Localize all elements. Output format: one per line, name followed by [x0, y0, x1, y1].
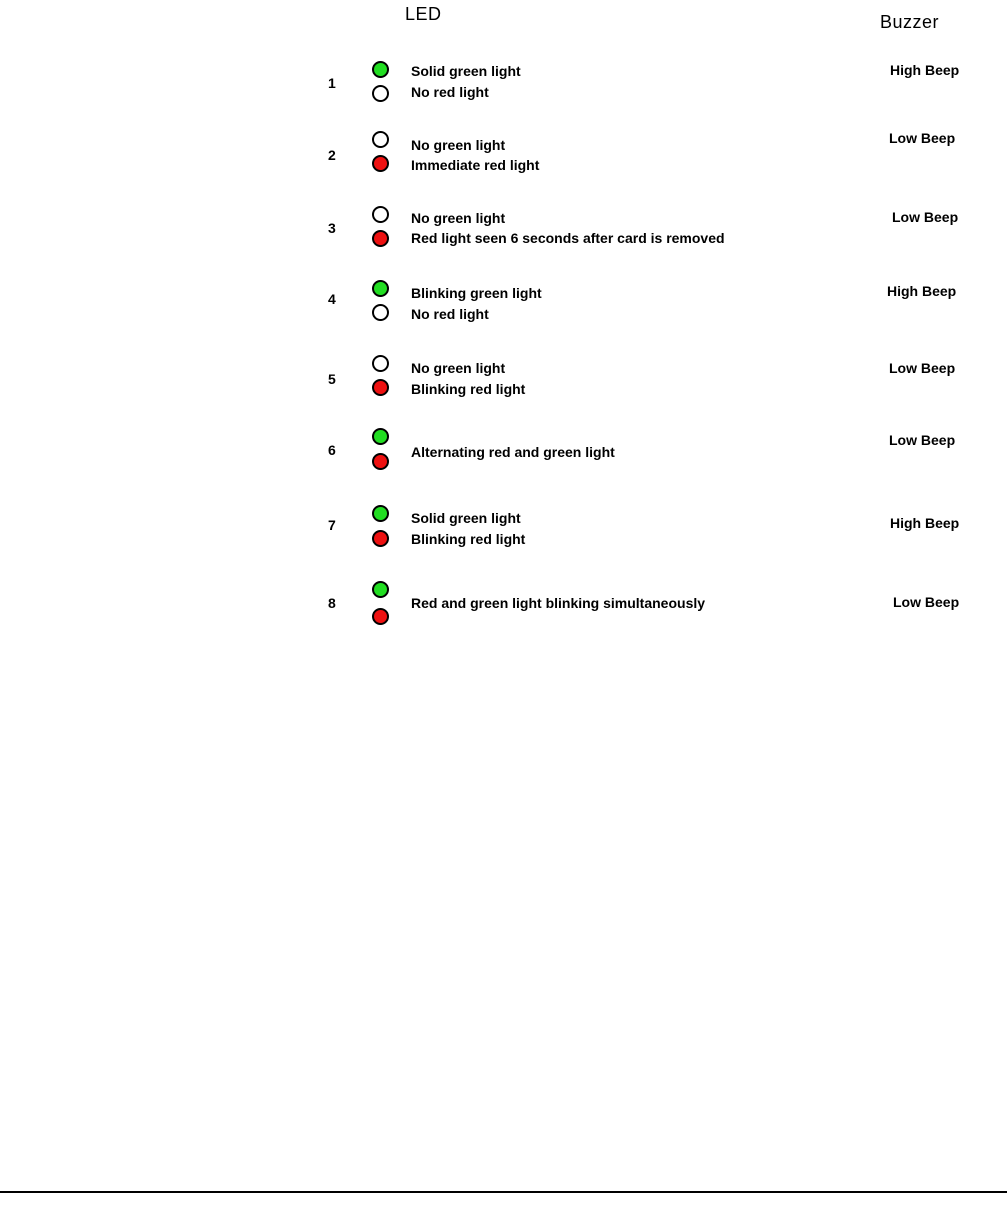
line-2-text: Red light seen 6 seconds after card is removed: [411, 230, 725, 246]
off-led-icon: [372, 206, 389, 223]
bottom-divider: [0, 1191, 1007, 1193]
status-row: [0, 280, 1007, 340]
green-led-icon: [372, 505, 389, 522]
status-row: [0, 505, 1007, 565]
buzzer-text: Low Beep: [889, 130, 956, 146]
buzzer-text: Low Beep: [889, 360, 956, 376]
buzzer-text: Low Beep: [893, 594, 960, 610]
off-led-icon: [372, 355, 389, 372]
buzzer-column-header: Buzzer: [880, 12, 940, 32]
row-number: 5: [328, 371, 336, 387]
buzzer-text: High Beep: [887, 283, 957, 299]
row-number: 4: [328, 291, 336, 307]
green-led-icon: [372, 581, 389, 598]
status-row: [0, 58, 1007, 118]
off-led-icon: [372, 85, 389, 102]
line-2-text: Immediate red light: [411, 157, 540, 173]
row-number: 2: [328, 147, 336, 163]
red-led-icon: [372, 155, 389, 172]
off-led-icon: [372, 304, 389, 321]
red-led-icon: [372, 530, 389, 547]
line-2-text: Blinking red light: [411, 531, 526, 547]
buzzer-text: High Beep: [890, 515, 960, 531]
row-number: 6: [328, 442, 336, 458]
line-1-text: No green light: [411, 137, 506, 153]
red-led-icon: [372, 453, 389, 470]
buzzer-text: Low Beep: [889, 432, 956, 448]
led-column-header: LED: [405, 4, 442, 24]
status-row: [0, 580, 1007, 640]
off-led-icon: [372, 131, 389, 148]
red-led-icon: [372, 230, 389, 247]
line-1-text: No green light: [411, 360, 506, 376]
red-led-icon: [372, 608, 389, 625]
row-number: 1: [328, 75, 336, 91]
line-2-text: No red light: [411, 84, 489, 100]
status-row: [0, 128, 1007, 188]
line-1-text: Blinking green light: [411, 285, 542, 301]
line-1-text: Alternating red and green light: [411, 444, 615, 460]
status-row: [0, 428, 1007, 488]
line-2-text: Blinking red light: [411, 381, 526, 397]
status-row: [0, 355, 1007, 415]
line-2-text: No red light: [411, 306, 489, 322]
buzzer-text: High Beep: [890, 62, 960, 78]
green-led-icon: [372, 280, 389, 297]
row-number: 3: [328, 220, 336, 236]
row-number: 8: [328, 595, 336, 611]
line-1-text: No green light: [411, 210, 506, 226]
line-1-text: Solid green light: [411, 63, 521, 79]
buzzer-text: Low Beep: [892, 209, 959, 225]
status-row: [0, 204, 1007, 264]
row-number: 7: [328, 517, 336, 533]
green-led-icon: [372, 428, 389, 445]
line-1-text: Solid green light: [411, 510, 521, 526]
green-led-icon: [372, 61, 389, 78]
line-1-text: Red and green light blinking simultaneously: [411, 595, 706, 611]
red-led-icon: [372, 379, 389, 396]
